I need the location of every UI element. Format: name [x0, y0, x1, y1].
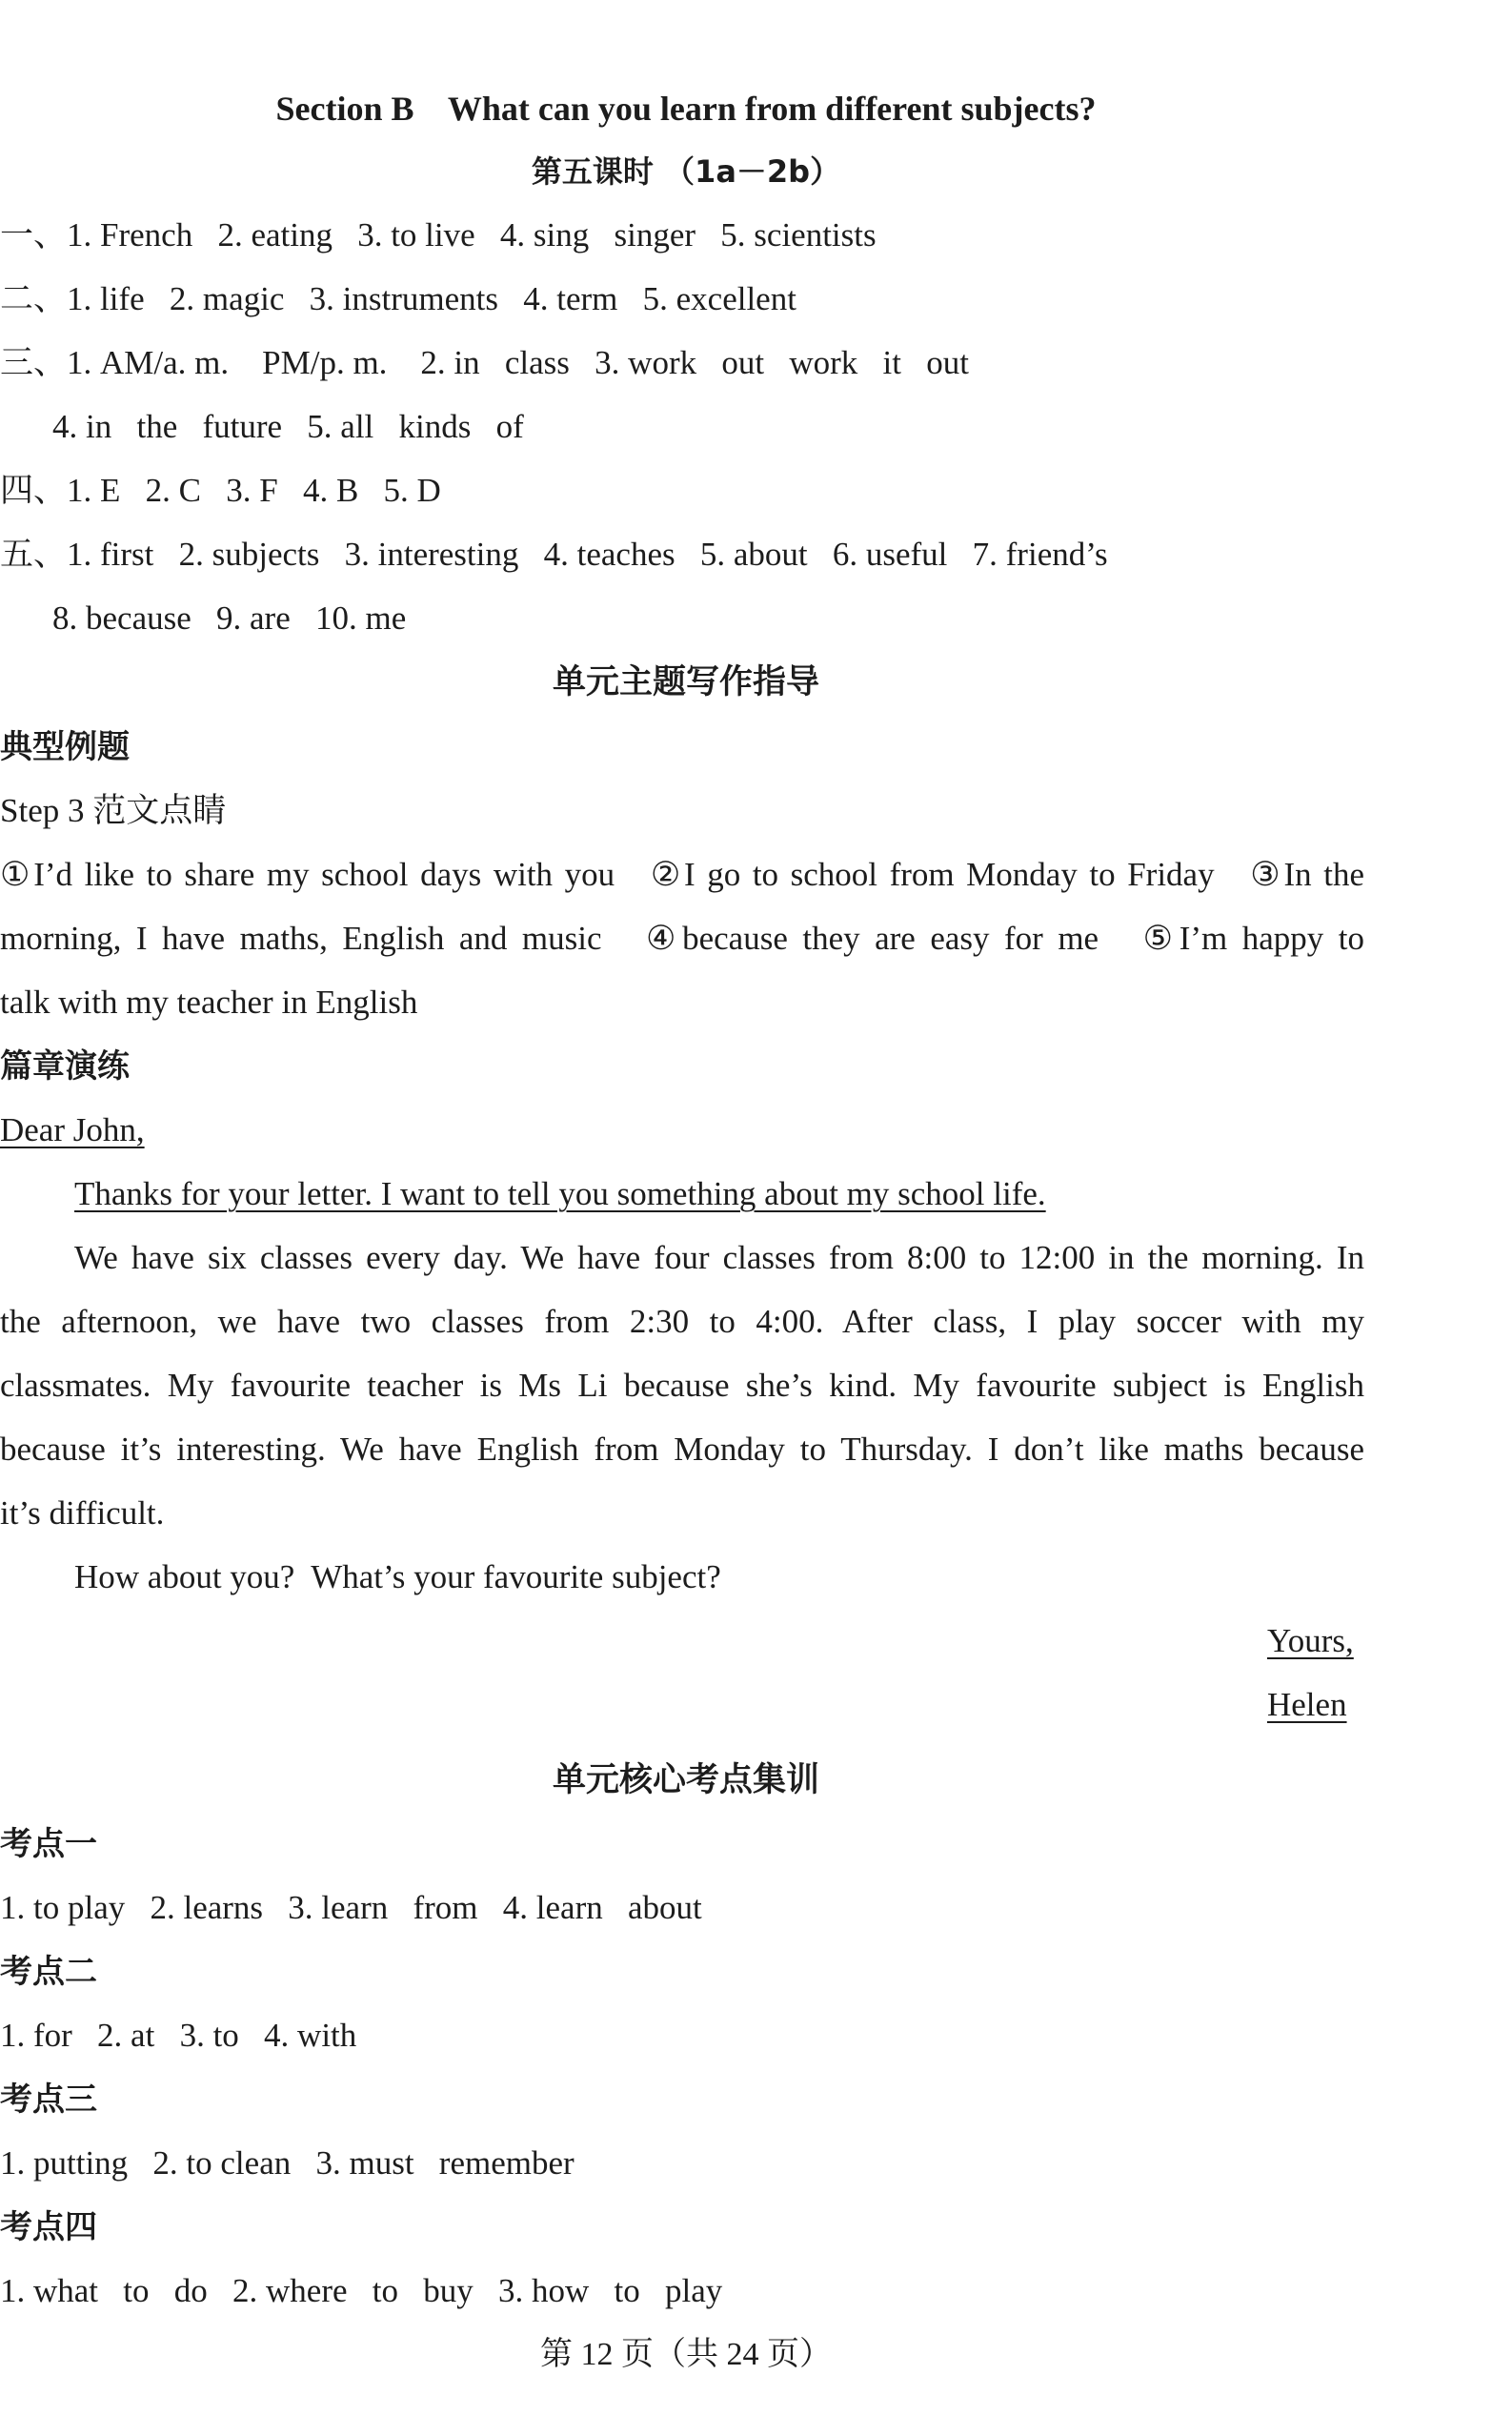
letter-closing-question: How about you? What’s your favourite subject? [74, 1558, 721, 1595]
letter-body-line-2: the afternoon, we have two classes from 2:30 to 4:00. After class, I play soccer with my [0, 1303, 1364, 1340]
example-heading: 典型例题 [0, 728, 130, 766]
point-3-answers: 1. putting 2. to clean 3. must remember [0, 2144, 575, 2182]
answer-line-3: 三、1. AM/a. m. PM/p. m. 2. in class 3. work out work it out [0, 344, 969, 381]
point-4-heading: 考点四 [0, 2208, 97, 2246]
letter-opening: Thanks for your letter. I want to tell you something about my school life. [74, 1175, 1046, 1212]
letter-body-line-1: We have six classes every day. We have four classes from 8:00 to 12:00 in the morning. In [74, 1239, 1364, 1276]
answer-line-2: 二、1. life 2. magic 3. instruments 4. term 5. excellent [0, 280, 796, 317]
point-2-heading: 考点二 [0, 1953, 97, 1991]
practice-heading: 篇章演练 [0, 1047, 130, 1086]
page-footer: 第 12 页（共 24 页） [540, 2337, 832, 2372]
writing-title: 单元主题写作指导 [552, 663, 819, 701]
point-1-answers: 1. to play 2. learns 3. learn from 4. learn about [0, 1889, 702, 1926]
step-label: Step 3 范文点睛 [0, 792, 227, 829]
lesson-label: 第五课时 （1a－2b） [531, 153, 841, 190]
point-2-answers: 1. for 2. at 3. to 4. with [0, 2017, 357, 2054]
answer-line-6: 五、1. first 2. subjects 3. interesting 4. teaches 5. about 6. useful 7. friend’s [0, 536, 1108, 573]
letter-signature: Helen [1267, 1686, 1347, 1723]
point-1-heading: 考点一 [0, 1825, 97, 1863]
section-title: Section B What can you learn from different subjects? [275, 90, 1097, 128]
answer-line-5: 四、1. E 2. C 3. F 4. B 5. D [0, 472, 441, 509]
sample-line-1: ①I’d like to share my school days with you ②I go to school from Monday to Friday ③In the [0, 856, 1364, 893]
point-4-answers: 1. what to do 2. where to buy 3. how to play [0, 2272, 723, 2309]
answer-line-1: 一、1. French 2. eating 3. to live 4. sing singer 5. scientists [0, 216, 877, 254]
letter-body-line-4: because it’s interesting. We have English from Monday to Thursday. I don’t like maths because [0, 1431, 1364, 1468]
letter-greeting: Dear John, [0, 1111, 145, 1148]
core-title: 单元核心考点集训 [552, 1761, 819, 1799]
letter-sign-off: Yours, [1267, 1622, 1354, 1659]
letter-body-line-3: classmates. My favourite teacher is Ms Li because she’s kind. My favourite subject is English [0, 1367, 1364, 1404]
answer-line-4: 4. in the future 5. all kinds of [52, 408, 524, 445]
sample-line-2: morning, I have maths, English and music ④because they are easy for me ⑤I’m happy to [0, 920, 1364, 957]
letter-body-line-5: it’s difficult. [0, 1494, 165, 1532]
point-3-heading: 考点三 [0, 2081, 97, 2119]
answer-line-7: 8. because 9. are 10. me [52, 599, 407, 637]
sample-line-3: talk with my teacher in English [0, 984, 418, 1021]
